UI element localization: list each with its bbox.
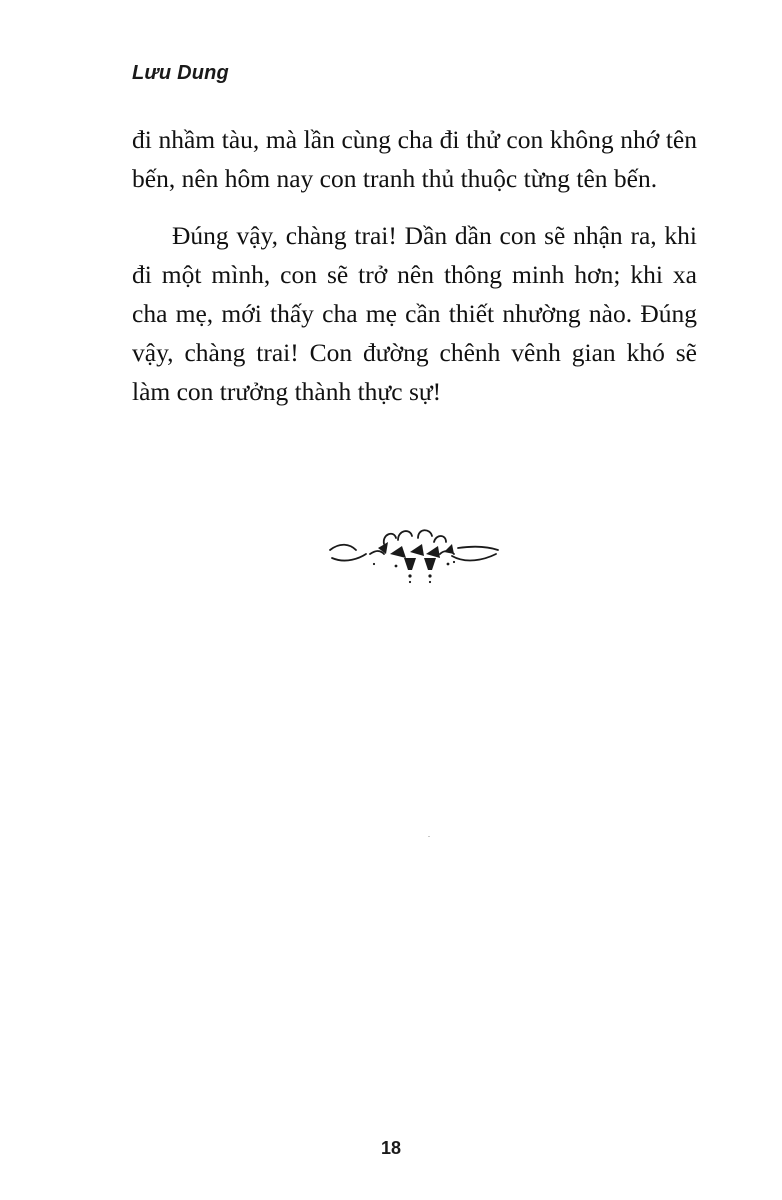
running-head-author: Lưu Dung [132, 62, 229, 84]
page-number: 18 [380, 1138, 402, 1158]
paragraph-1: đi nhầm tàu, mà lần cùng cha đi thử con không nhớ tên bến, nên hôm nay con tranh thủ thuộc từng tên bến. [132, 125, 697, 193]
paragraph-2: Đúng vậy, chàng trai! Dần dần con sẽ nhận ra, khi đi một mình, con sẽ trở nên thông minh hơn; khi xa cha mẹ, mới thấy cha mẹ cần thiết nhường nào. Đúng vậy, chàng trai! Con đường chênh vênh gian khó sẽ làm con trưởng thành thực sự! [132, 221, 697, 406]
body-text [132, 120, 697, 411]
floral-divider-icon [326, 524, 502, 590]
paper-speck [428, 836, 430, 837]
